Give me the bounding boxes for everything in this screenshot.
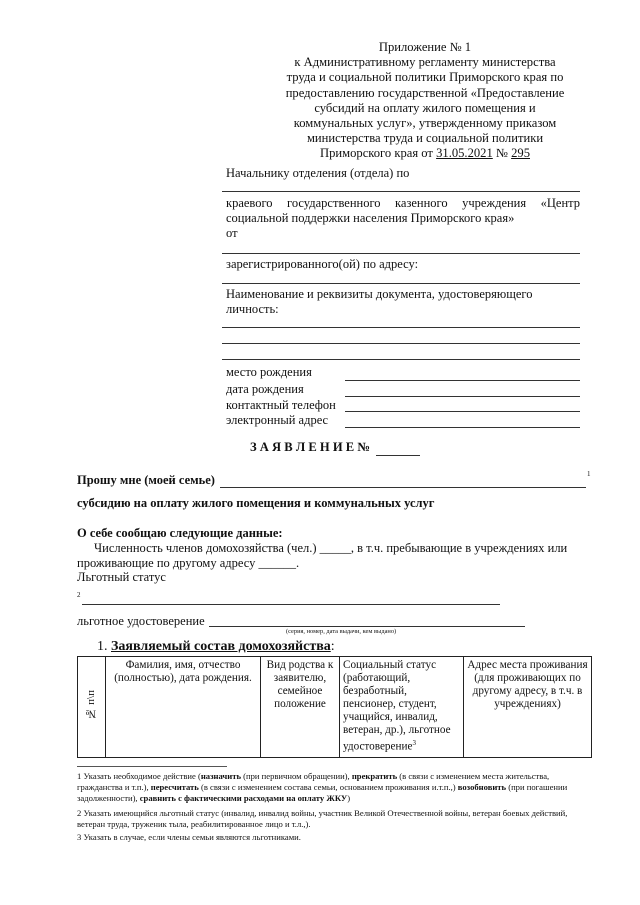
fn1-compare: сравнить с фактическими расходами на оплату ЖКУ	[139, 793, 348, 803]
col-social-text: Социальный статус (работающий, безработный, пенсионер, студент, учащийся, инвалид, ветеран, др.), льготное удостоверение	[343, 659, 451, 753]
composition-colon: :	[330, 639, 335, 654]
benefit-footnote-ref: 2	[77, 591, 81, 599]
col-relation-header: Вид родства к заявителю, семейное положение	[261, 657, 340, 758]
col-name-header: Фамилия, имя, отчество (полностью), дата рождения.	[106, 657, 261, 758]
composition-number: 1.	[97, 639, 108, 654]
benefit-status-label: Льготный статус	[77, 570, 166, 584]
fn1-terminate: прекратить	[351, 771, 398, 781]
fn1-recalc: пересчитать	[150, 782, 199, 792]
birth-place-line[interactable]	[345, 380, 580, 381]
email-line[interactable]	[345, 427, 580, 428]
fn1-part: (в связи с изменением места жительства, гражданства и т.п.),	[77, 771, 550, 792]
fn1-part: (в связи с изменением состава семьи, основанием проживания и.т.п.,)	[198, 782, 458, 792]
applicant-name-line[interactable]	[222, 253, 580, 254]
subsidy-text: субсидию на оплату жилого помещения и коммунальных услуг	[77, 496, 435, 510]
statement-title	[250, 440, 370, 455]
doc-line-2[interactable]	[222, 343, 580, 344]
col-address-header: Адрес места проживания (для проживающих по другому адресу, в т.ч. в учреждениях)	[464, 657, 592, 758]
doc-label-2: личность:	[226, 302, 279, 316]
registered-label: зарегистрированного(ой) по адресу:	[226, 257, 419, 271]
col-num-header	[78, 657, 106, 758]
doc-line-1[interactable]	[222, 327, 580, 328]
household-table	[77, 656, 592, 758]
header-line: труда и социальной политики Приморского края по	[286, 70, 564, 85]
benefit-cert-line[interactable]	[209, 626, 525, 627]
household-line-1: Численность членов домохозяйства (чел.) _____, в т.ч. пребывающие в учреждениях или	[94, 541, 568, 555]
about-label: О себе сообщаю следующие данные:	[77, 526, 283, 540]
phone-line[interactable]	[345, 411, 580, 412]
birth-place-label: место рождения	[226, 365, 312, 379]
fn1-part: (при первичном обращении),	[241, 771, 352, 781]
fn1-assign: назначить	[200, 771, 241, 781]
header-line: предоставлению государственной «Предоставление	[285, 85, 565, 100]
doc-label-1: Наименование и реквизиты документа, удостоверяющего	[226, 287, 533, 301]
statement-number-line[interactable]	[376, 455, 420, 456]
phone-label: контактный телефон	[226, 398, 336, 412]
benefit-status-line[interactable]	[82, 604, 500, 605]
footnote-separator	[77, 766, 227, 767]
composition-title: Заявляемый состав домохозяйства	[111, 639, 331, 654]
col-num-text: № п\п	[85, 690, 97, 720]
header-line: министерства труда и социальной политики	[306, 131, 544, 146]
header-line-last	[270, 146, 580, 161]
order-number: 295	[511, 146, 530, 161]
email-label: электронный адрес	[226, 413, 329, 427]
birth-date-label: дата рождения	[226, 382, 304, 396]
header-line: к Административному регламенту министерства	[294, 55, 556, 70]
household-line-2: проживающие по другому адресу ______.	[77, 556, 300, 570]
statement-title-text: З А Я В Л Е Н И Е №	[250, 440, 371, 454]
fn1-part: 1 Указать необходимое действие (	[77, 771, 201, 781]
fn1-part: (при погашении задолженности),	[77, 782, 568, 803]
request-action-line[interactable]	[220, 487, 586, 488]
header-line: коммунальных услуг», утвержденному приказом	[293, 116, 557, 131]
institution-line-2: социальной поддержки населения Приморского края»	[226, 211, 515, 225]
doc-line-3[interactable]	[222, 359, 580, 360]
footnote-3: 3 Указать в случае, если члены семьи являются льготниками.	[77, 832, 301, 842]
table-header-row	[78, 657, 592, 758]
fn1-part: )	[347, 793, 351, 803]
header-line: Приложение № 1	[378, 40, 472, 54]
fn1-resume: возобновить	[457, 782, 507, 792]
composition-heading	[97, 639, 335, 655]
address-line[interactable]	[222, 283, 580, 284]
from-label: от	[226, 226, 238, 240]
birth-date-line[interactable]	[345, 396, 580, 397]
request-footnote-ref: 1	[587, 470, 591, 478]
cert-caption: (серия, номер, дата выдачи, кем выдано)	[286, 628, 397, 635]
order-date: 31.05.2021	[436, 146, 493, 161]
number-sign: №	[495, 146, 508, 161]
request-label: Прошу мне (моей семье)	[77, 473, 215, 487]
header-line: субсидий на оплату жилого помещения и	[314, 100, 536, 115]
to-head-label: Начальнику отделения (отдела) по	[226, 166, 410, 180]
appendix-header	[270, 40, 580, 162]
col-social-header	[340, 657, 464, 758]
benefit-cert-label: льготное удостоверение	[77, 614, 205, 628]
footnote-2: 2 Указать имеющийся льготный статус (инвалид, инвалид войны, участник Великой Отечественной войны, ветеран боевых действий, ветеран труда, труженик тыла, реабилитированное лицо и т.л.,).	[77, 808, 568, 829]
dept-line[interactable]	[222, 191, 580, 192]
institution-line-1: краевого государственного казенного учреждения «Центр	[226, 196, 580, 210]
footnote-1	[77, 771, 597, 804]
social-footnote-ref: 3	[412, 739, 416, 747]
header-last-prefix: Приморского края от	[320, 146, 433, 161]
